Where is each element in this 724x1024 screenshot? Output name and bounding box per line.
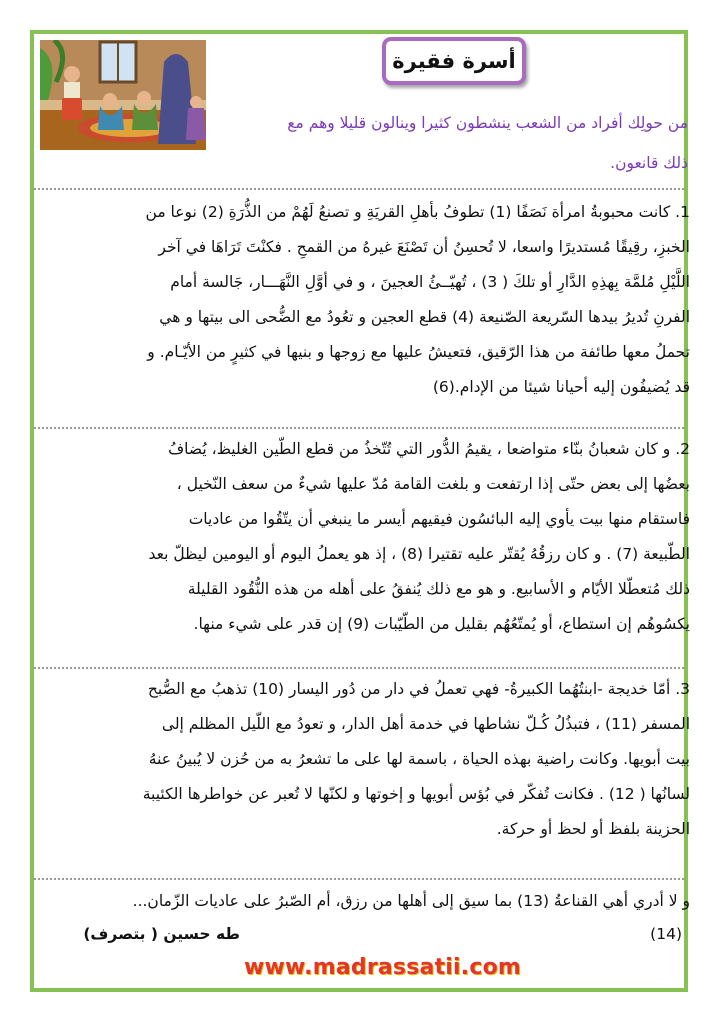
paragraph-line: اللَّيْلِ مُلمَّة بِهذِهِ الدَّارِ أو تلكَ ( 3) ، تُهيّــئُ العجينَ ، و في أوَّلِ النَّهَـــار، جَالسة أمام [170,273,690,291]
author-credit: طه حسين ( بتصرف) [83,925,240,943]
paragraph-line: المسفر (11) ، فتبذُلُ كُـلّ نشاطها في خدمة أهل الدار، و تعودُ مع اللّيل المظلم إلى [161,715,690,733]
intro-line: من حولِك أفراد من الشعب ينشطون كثيرا وينالون قليلا وهم مع [287,114,688,132]
paragraph-2 [40,432,690,642]
paragraph-line: يكسُوهُم إن استطاع، أو يُمتّعُهُم بقليل من الطّيّبات (9) إن قدر على شيء منها. [193,615,690,633]
paragraph-line: لسانُها ( 12) . فكانت تُفكّر في بُؤس أبويها و إخوتها و لكنّها لا تُعبر عن خواطرها الكئيبة [142,785,690,803]
paragraph-line: 2. و كان شعبانُ بنّاء متواضعا ، يقيمُ الدُّور التي تُتّخذُ من قطع الطّين الغليظ، يُضافُ [168,440,690,458]
paragraph-line: الحزينة بلفظ أو لحظ أو حركة. [496,820,690,838]
paragraph-line: 3. أمّا خديجة -ابنتُهُما الكبيرةُ- فهي تعملُ في دار من دُور اليسار (10) تذهبُ مع الصُّبح [147,680,690,698]
separator [34,188,684,190]
paragraph-line: الفرنِ تُديرُ بيدها السّريعة الصّنيعة (4) قطع العجين و تعُودُ مع الضُّحى الى بيتها و هي [159,308,690,326]
paragraph-1 [40,195,690,405]
paragraph-3 [40,672,690,847]
paragraph-line: تحملُ معها طائفة من هذا الرّقيق، فتعيشُ عليها مع زوجها و بنيها في كثيرٍ من الأيّـام. و [147,343,690,361]
closing-line: و لا أدري أهي القناعةُ (13) بما سيق إلى أهلها من رزق، أم الصّبرُ على عاديات الزّمان... [132,892,690,910]
footnote-number: (14) [650,925,682,943]
separator [34,878,684,880]
website-watermark[interactable]: www.madrassatii.com [244,955,522,980]
separator [34,667,684,669]
paragraph-line: الطّبيعة (7) . و كان رزقُهُ يُقتّر عليه تقتيرا (8) ، إذ هو يعملُ اليوم أو اليومين ليظلّ بعد [148,545,690,563]
intro-text [40,103,688,183]
page-title: أسرة فقيرة [392,49,516,73]
intro-line: ذلك قانعون. [610,154,688,172]
paragraph-line: بعضُها إلى بعض حتّى إذا ارتفعت و بلغت القامة مُدّ عليها شيءٌ من سعف النّخيل ، [176,475,690,493]
paragraph-line: قد يُضيفُون إليه أحيانا شيئا من الإدام.(6) [432,378,690,396]
separator [34,427,684,429]
title-box [382,37,526,85]
paragraph-line: بيت أبويها. وكانت راضية بهذه الحياة ، باسمة لها على ما تشعرُ به من حُزن لا يُبينُ عنهُ [148,750,690,768]
paragraph-line: 1. كانت محبوبةُ امرأة نَصَفًا (1) تطوفُ بأهلِ القريَةِ و تصنعُ لَهُمْ من الذُّرَةِ (2) نوعا من [145,203,690,221]
paragraph-line: ذلك مُتعطّلا الأيّام و الأسابيع. و هو مع ذلك يُنفقُ على أهله من هذه النُّقُود القليلة [187,580,690,598]
closing-paragraph [40,884,690,919]
paragraph-line: الخبزِ، رقِيقًا مُستديرًا واسعا، لا تُحسِنُ أن تَصْنَعَ غيرهُ من القمحِ . فكنْتَ تَرَاهَا في آخر [158,238,690,256]
paragraph-line: فاستقام منها بيت يأوي إليه البائسُون فيقيهم أيسر ما ينبغي أن يتّقُوا من عاديات [188,510,690,528]
